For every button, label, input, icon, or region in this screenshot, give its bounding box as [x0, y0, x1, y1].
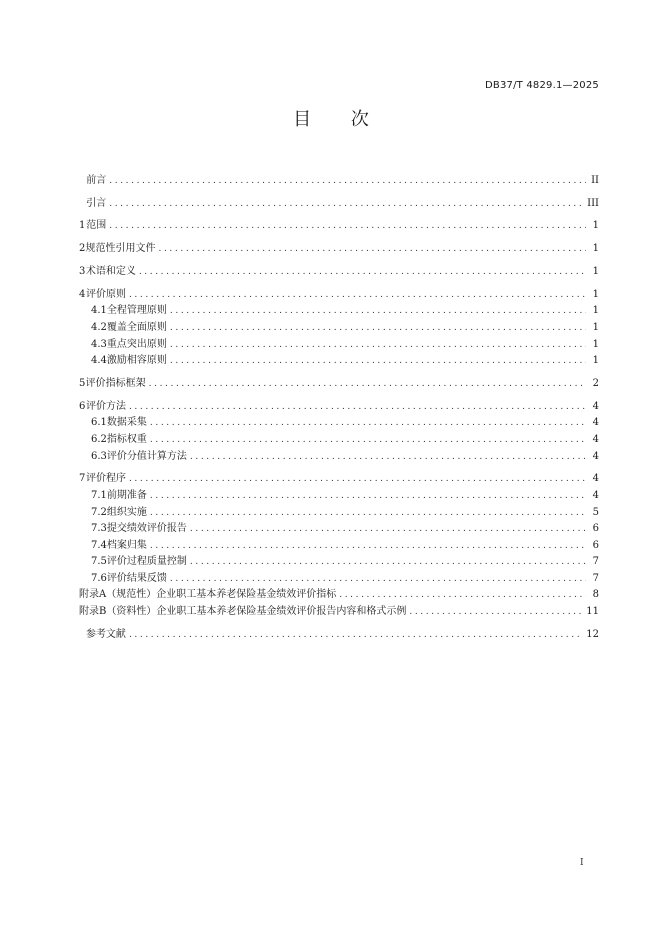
toc-entry-page: 4 [592, 450, 599, 462]
toc-entry-page: 4 [592, 417, 599, 429]
toc-entry-title: 评价结果反馈 [106, 572, 167, 584]
toc-entry-page: 6 [592, 539, 599, 551]
toc-entry-number: 7 [79, 473, 86, 485]
toc-entry-title: 范围 [86, 220, 107, 232]
toc-entry-page: II [591, 174, 599, 186]
toc-entry-title: 评价程序 [85, 473, 126, 485]
toc-entry-page: 1 [592, 321, 599, 333]
toc-leader-dots [150, 505, 586, 521]
toc-leader-dots [190, 521, 586, 537]
toc-entry-number: 2 [79, 243, 86, 255]
toc-entry-title: 参考文献 [85, 628, 126, 640]
toc-entry-title: 数据采集 [106, 417, 147, 429]
toc-entry[interactable] [79, 537, 599, 554]
toc-entry-number: 4.2 [91, 321, 107, 333]
toc-leader-dots [409, 604, 583, 620]
toc-entry-number: 6 [79, 400, 86, 412]
toc-entry-number: 6.2 [91, 433, 107, 445]
toc-entry[interactable] [79, 257, 599, 280]
toc-entry-title: 评价过程质量控制 [106, 556, 187, 568]
toc-entry[interactable] [79, 554, 599, 571]
toc-entry-number: 7.1 [91, 489, 107, 501]
toc-leader-dots [129, 471, 586, 487]
toc-entry-page: 11 [586, 606, 599, 618]
toc-leader-dots [170, 353, 586, 369]
toc-leader-dots [139, 264, 586, 280]
toc-entry-number: 6.3 [91, 450, 107, 462]
toc-entry-title: 引言 [86, 197, 107, 209]
toc-entry-title: 覆盖全面原则 [106, 321, 167, 333]
toc-entry[interactable] [79, 369, 599, 392]
title-char-1: 目 [293, 109, 312, 130]
toc-entry-page: 4 [592, 433, 599, 445]
toc-entry[interactable] [79, 212, 599, 235]
toc-leader-dots [149, 376, 586, 392]
toc-entry-title: 激励相容原则 [106, 355, 167, 367]
toc-entry-page: 1 [592, 265, 599, 277]
toc-entry-title: 前言 [86, 174, 107, 186]
toc-entry[interactable] [79, 336, 599, 353]
toc-entry[interactable] [79, 620, 599, 643]
toc-entry-number: 6.1 [91, 417, 107, 429]
toc-entry[interactable] [79, 392, 599, 415]
toc-entry[interactable] [79, 319, 599, 336]
toc-leader-dots [170, 303, 586, 319]
toc-entry[interactable] [79, 166, 599, 189]
toc-entry-page: 4 [592, 473, 599, 485]
toc-entry[interactable] [79, 587, 599, 604]
toc-entry-number: 4.3 [91, 338, 107, 350]
toc-entry-title: 企业职工基本养老保险基金绩效评价报告内容和格式示例 [156, 606, 407, 618]
toc-entry-title: 术语和定义 [85, 265, 136, 277]
toc-entry-page: 7 [592, 572, 599, 584]
toc-entry[interactable] [79, 603, 599, 620]
toc-entry-title: 提交绩效评价报告 [106, 523, 187, 535]
toc-leader-dots [129, 627, 583, 643]
toc-leader-dots [159, 241, 586, 257]
toc-entry-title: 档案归集 [106, 539, 147, 551]
toc-leader-dots [170, 337, 586, 353]
toc-entry-page: 4 [592, 489, 599, 501]
toc-entry-number: 7.4 [91, 539, 107, 551]
toc-entry-number: 7.5 [91, 556, 107, 568]
title-char-2: 次 [350, 109, 369, 130]
toc-leader-dots [150, 432, 586, 448]
toc-leader-dots [109, 173, 586, 189]
toc-entry-title: 评价原则 [85, 288, 126, 300]
toc-entry-number: 4.1 [91, 305, 107, 317]
toc-leader-dots [190, 554, 586, 570]
toc-entry-title: 前期准备 [106, 489, 147, 501]
toc-leader-dots [109, 196, 584, 212]
toc-entry[interactable] [79, 431, 599, 448]
toc-entry-page: 12 [586, 628, 599, 640]
toc-entry-page: 1 [592, 220, 599, 232]
toc-leader-dots [150, 538, 586, 554]
toc-entry[interactable] [79, 504, 599, 521]
toc-entry-page: 8 [592, 589, 599, 601]
toc-entry-number: 附录B（资料性） [79, 606, 157, 618]
toc-entry-page: 4 [592, 400, 599, 412]
toc-entry[interactable] [79, 448, 599, 465]
toc-entry[interactable] [79, 570, 599, 587]
toc-leader-dots [339, 587, 586, 603]
toc-entry[interactable] [79, 353, 599, 370]
toc-leader-dots [150, 415, 586, 431]
toc-entry[interactable] [79, 280, 599, 303]
toc-entry-title: 企业职工基本养老保险基金绩效评价指标 [156, 589, 337, 601]
toc-leader-dots [129, 399, 586, 415]
toc-entry-page: III [587, 197, 599, 209]
toc-entry-number: 4 [79, 288, 86, 300]
toc-entry-page: 7 [592, 556, 599, 568]
toc-entry-number: 7.6 [91, 572, 107, 584]
toc-entry-page: 1 [592, 243, 599, 255]
toc-entry-page: 2 [592, 377, 599, 389]
toc-entry-page: 1 [592, 288, 599, 300]
page-title [0, 105, 662, 131]
toc-entry-title: 规范性引用文件 [85, 243, 156, 255]
toc-entry-page: 5 [592, 506, 599, 518]
toc-entry-title: 指标权重 [106, 433, 147, 445]
toc-leader-dots [109, 218, 586, 234]
toc-entry[interactable] [79, 487, 599, 504]
toc-entry[interactable] [79, 465, 599, 488]
toc-entry-page: 1 [592, 338, 599, 350]
toc-entry-number: 7.3 [91, 523, 107, 535]
page-number: I [580, 858, 584, 868]
toc-entry[interactable] [79, 189, 599, 212]
toc-entry-number: 3 [79, 265, 86, 277]
toc-leader-dots [170, 320, 586, 336]
toc-leader-dots [129, 287, 586, 303]
toc-entry-number: 附录A（规范性） [79, 589, 157, 601]
toc-entry[interactable] [79, 234, 599, 257]
toc-entry-number: 5 [79, 377, 86, 389]
toc-leader-dots [150, 488, 586, 504]
toc-entry-title: 评价方法 [85, 400, 126, 412]
toc-entry-title: 评价指标框架 [85, 377, 146, 389]
toc-entry-number: 7.2 [91, 506, 107, 518]
toc-entry[interactable] [79, 415, 599, 432]
toc-entry-title: 全程管理原则 [106, 305, 167, 317]
toc-entry-number: 1 [79, 220, 86, 232]
toc-entry-page: 1 [592, 305, 599, 317]
toc-leader-dots [170, 571, 586, 587]
toc-leader-dots [190, 449, 586, 465]
toc-entry-title: 评价分值计算方法 [106, 450, 187, 462]
toc-entry-page: 1 [592, 355, 599, 367]
toc-entry-title: 组织实施 [106, 506, 147, 518]
document-code: DB37/T 4829.1—2025 [485, 80, 599, 91]
toc-entry[interactable] [79, 521, 599, 538]
toc-entry[interactable] [79, 303, 599, 320]
toc-entry-page: 6 [592, 523, 599, 535]
table-of-contents [79, 166, 599, 643]
toc-entry-title: 重点突出原则 [106, 338, 167, 350]
toc-entry-number: 4.4 [91, 355, 107, 367]
